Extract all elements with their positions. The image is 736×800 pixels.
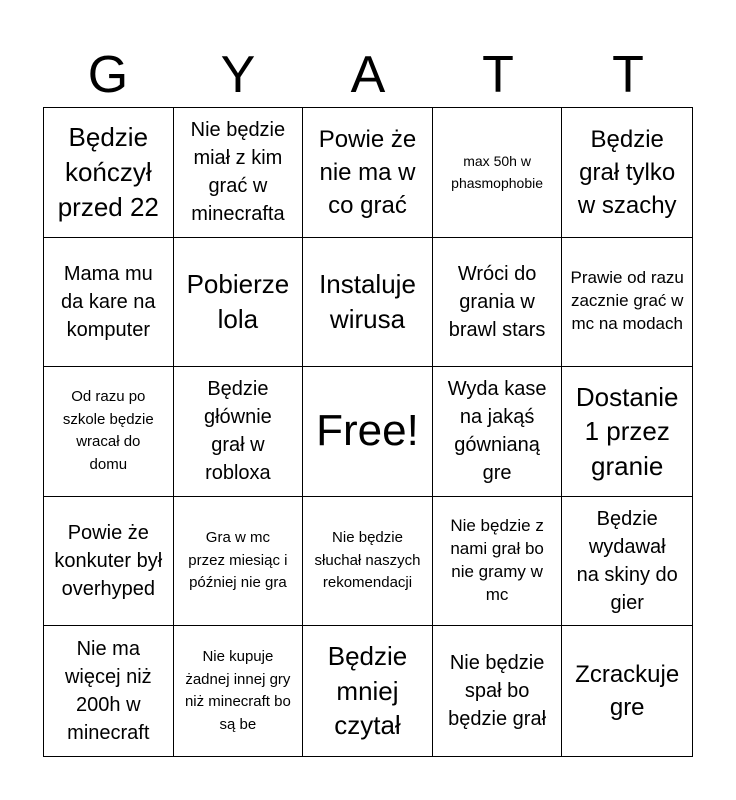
header-letter-2: Y	[220, 46, 256, 104]
bingo-cell-r3c2[interactable]	[174, 367, 304, 497]
cell-text: Gra w mc przez miesiąc i później nie gra	[188, 529, 288, 592]
free-space: Free!	[316, 406, 419, 456]
bingo-cell-r2c4[interactable]	[433, 238, 563, 368]
cell-text: max 50h w phasmophobie	[451, 152, 544, 192]
cell-text: Nie będzie miał z kim grać w minecrafta	[190, 119, 286, 226]
bingo-board	[43, 107, 693, 757]
cell-text: Dostanie 1 przez granie	[575, 381, 679, 481]
bingo-cell-r2c1[interactable]	[44, 238, 174, 368]
cell-text: Od razu po szkole będzie wracał do domu	[62, 388, 154, 473]
bingo-cell-r5c3[interactable]	[303, 626, 433, 756]
bingo-cell-r1c2[interactable]	[174, 108, 304, 238]
cell-text: Nie będzie słuchał naszych rekomendacji	[314, 529, 421, 592]
cell-text: Będzie mniej czytał	[327, 641, 408, 741]
bingo-cell-r3c4[interactable]	[433, 367, 563, 497]
header-letter-5: T	[612, 46, 644, 104]
cell-text: Wróci do grania w brawl stars	[448, 262, 546, 341]
bingo-cell-r4c2[interactable]	[174, 497, 304, 627]
cell-text: Będzie głównie grał w robloxa	[203, 378, 272, 485]
bingo-cell-r1c1[interactable]	[44, 108, 174, 238]
header-letter-4: T	[482, 46, 514, 104]
bingo-cell-r2c5[interactable]	[562, 238, 692, 368]
bingo-cell-r3c3[interactable]	[303, 367, 433, 497]
bingo-cell-r5c1[interactable]	[44, 626, 174, 756]
bingo-cell-r4c1[interactable]	[44, 497, 174, 627]
cell-text: Prawie od razu zacznie grać w mc na modach	[570, 268, 684, 334]
bingo-cell-r1c3[interactable]	[303, 108, 433, 238]
bingo-cell-r3c1[interactable]	[44, 367, 174, 497]
cell-text: Nie będzie spał bo będzie grał	[448, 652, 547, 731]
header-letter-3: A	[350, 46, 386, 104]
cell-text: Będzie kończył przed 22	[57, 122, 159, 222]
bingo-cell-r5c2[interactable]	[174, 626, 304, 756]
bingo-cell-r3c5[interactable]	[562, 367, 692, 497]
bingo-cell-r2c3[interactable]	[303, 238, 433, 368]
cell-text: Będzie grał tylko w szachy	[577, 125, 677, 219]
bingo-cell-r5c4[interactable]	[433, 626, 563, 756]
bingo-cell-r1c5[interactable]	[562, 108, 692, 238]
cell-text: Nie będzie z nami grał bo nie gramy w mc	[450, 516, 544, 605]
bingo-cell-r1c4[interactable]	[433, 108, 563, 238]
cell-text: Powie że nie ma w co grać	[318, 125, 417, 219]
cell-text: Pobierze lola	[186, 269, 290, 334]
bingo-header	[43, 42, 693, 108]
cell-text: Powie że konkuter był overhyped	[54, 522, 163, 601]
cell-text: Nie ma więcej niż 200h w minecraft	[64, 638, 152, 745]
cell-text: Instaluje wirusa	[319, 269, 416, 334]
bingo-cell-r5c5[interactable]	[562, 626, 692, 756]
cell-text: Mama mu da kare na komputer	[61, 262, 156, 341]
bingo-cell-r2c2[interactable]	[174, 238, 304, 368]
cell-text: Będzie wydawał na skiny do gier	[576, 508, 678, 615]
bingo-cell-r4c5[interactable]	[562, 497, 692, 627]
bingo-cell-r4c4[interactable]	[433, 497, 563, 627]
header-letter-1: G	[87, 46, 129, 104]
cell-text: Wyda kase na jakąś gównianą gre	[447, 378, 547, 485]
bingo-cell-r4c3[interactable]	[303, 497, 433, 627]
cell-text: Zcrackuje gre	[575, 661, 680, 722]
cell-text: Nie kupuje żadnej innej gry niż minecraft bo są be	[184, 648, 291, 733]
